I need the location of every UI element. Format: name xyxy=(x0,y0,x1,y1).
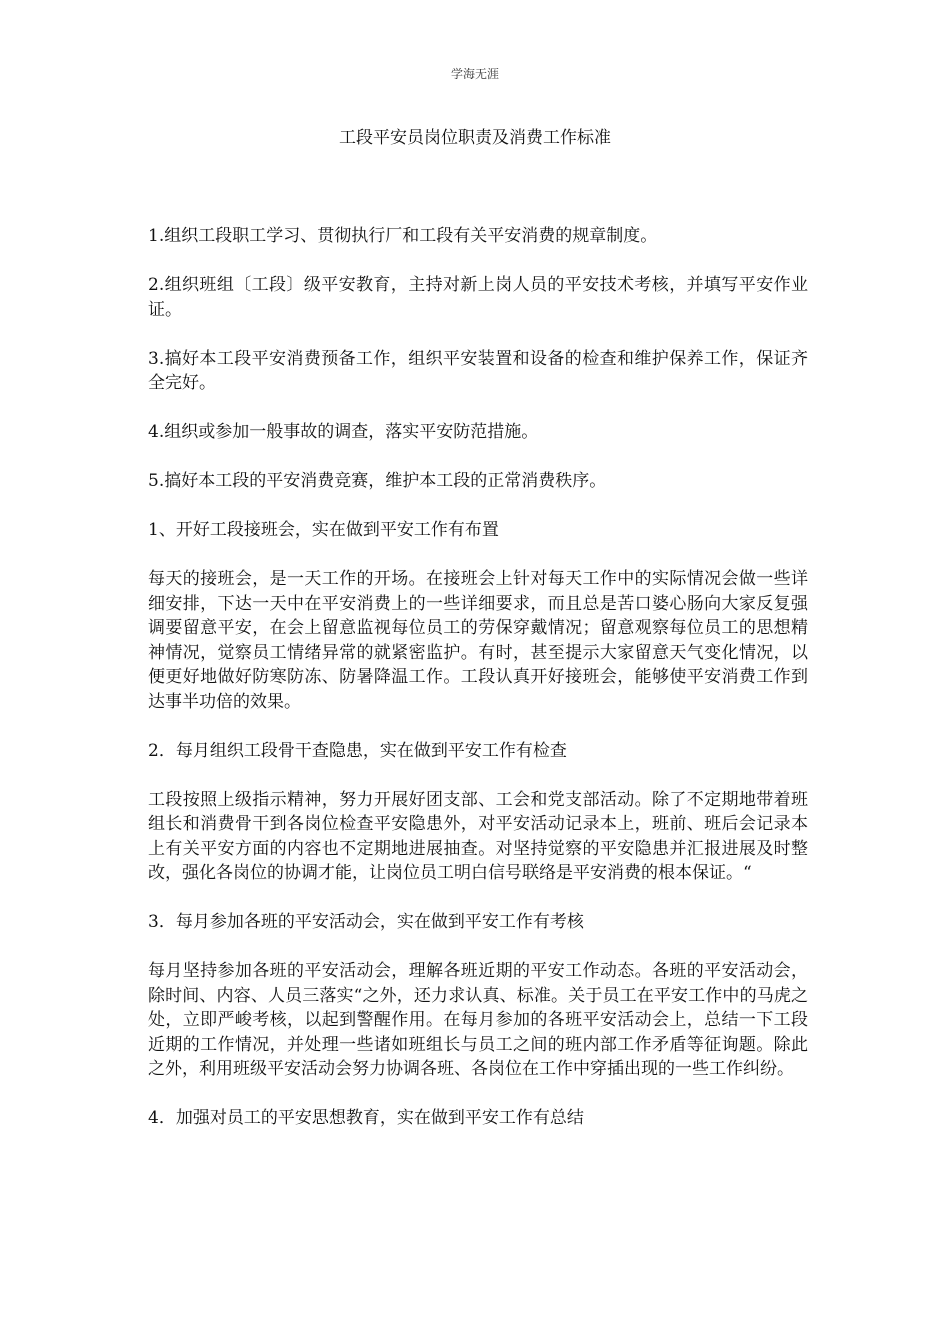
section-heading: 1、开好工段接班会，实在做到平安工作有布置 xyxy=(148,520,499,540)
paragraph: 工段按照上级指示精神，努力开展好团支部、工会和党支部活动。除了不定期地带着班组长和消费骨干到各岗位检查平安隐患外，对平安活动记录本上，班前、班后会记录本上有关平安方面的内容也不定期地进展抽查。对坚持觉察的平安隐患并汇报进展及时整改，强化各岗位的协调才能，让岗位员工明白信号联络是平安消费的根本保证。“ xyxy=(148,789,808,883)
section-heading: 4．加强对员工的平安思想教育，实在做到平安工作有总结 xyxy=(148,1108,584,1128)
document-title: 工段平安员岗位职责及消费工作标准 xyxy=(339,128,611,148)
paragraph: 每天的接班会，是一天工作的开场。在接班会上针对每天工作中的实际情况会做一些详细安排，下达一天中在平安消费上的一些详细要求，而且总是苦口婆心肠向大家反复强调要留意平安，在会上留意监视每位员工的劳保穿戴情况；留意观察每位员工的思想精神情况，觉察员工情绪异常的就紧密监护。有时，甚至提示大家留意天气变化情况，以便更好地做好防寒防冻、防暑降温工作。工段认真开好接班会，能够使平安消费工作到达事半功倍的效果。 xyxy=(148,569,808,712)
document-body xyxy=(148,224,808,1155)
section-heading: 2．每月组织工段骨干查隐患，实在做到平安工作有检查 xyxy=(148,740,567,761)
page-header: 学海无涯 xyxy=(450,67,499,81)
section-heading: 3．每月参加各班的平安活动会，实在做到平安工作有考核 xyxy=(148,912,584,932)
paragraph: 1.组织工段职工学习、贯彻执行厂和工段有关平安消费的规章制度。 xyxy=(148,226,658,246)
paragraph: 2.组织班组〔工段〕级平安教育，主持对新上岗人员的平安技术考核，并填写平安作业证。 xyxy=(148,275,808,320)
paragraph: 每月坚持参加各班的平安活动会，理解各班近期的平安工作动态。各班的平安活动会，除时间、内容、人员三落实“之外，还力求认真、标准。关于员工在平安工作中的马虎之处，立即严峻考核，以起到警醒作用。在每月参加的各班平安活动会上，总结一下工段近期的工作情况，并处理一些诸如班组长与员工之间的班内部工作矛盾等征询题。除此之外，利用班级平安活动会努力协调各班、各岗位在工作中穿插出现的一些工作纠纷。 xyxy=(148,961,808,1079)
paragraph: 3.搞好本工段平安消费预备工作，组织平安装置和设备的检查和维护保养工作，保证齐全完好。 xyxy=(148,348,808,393)
paragraph: 5.搞好本工段的平安消费竞赛，维护本工段的正常消费秩序。 xyxy=(148,471,607,491)
paragraph: 4.组织或参加一般事故的调查，落实平安防范措施。 xyxy=(148,422,539,442)
